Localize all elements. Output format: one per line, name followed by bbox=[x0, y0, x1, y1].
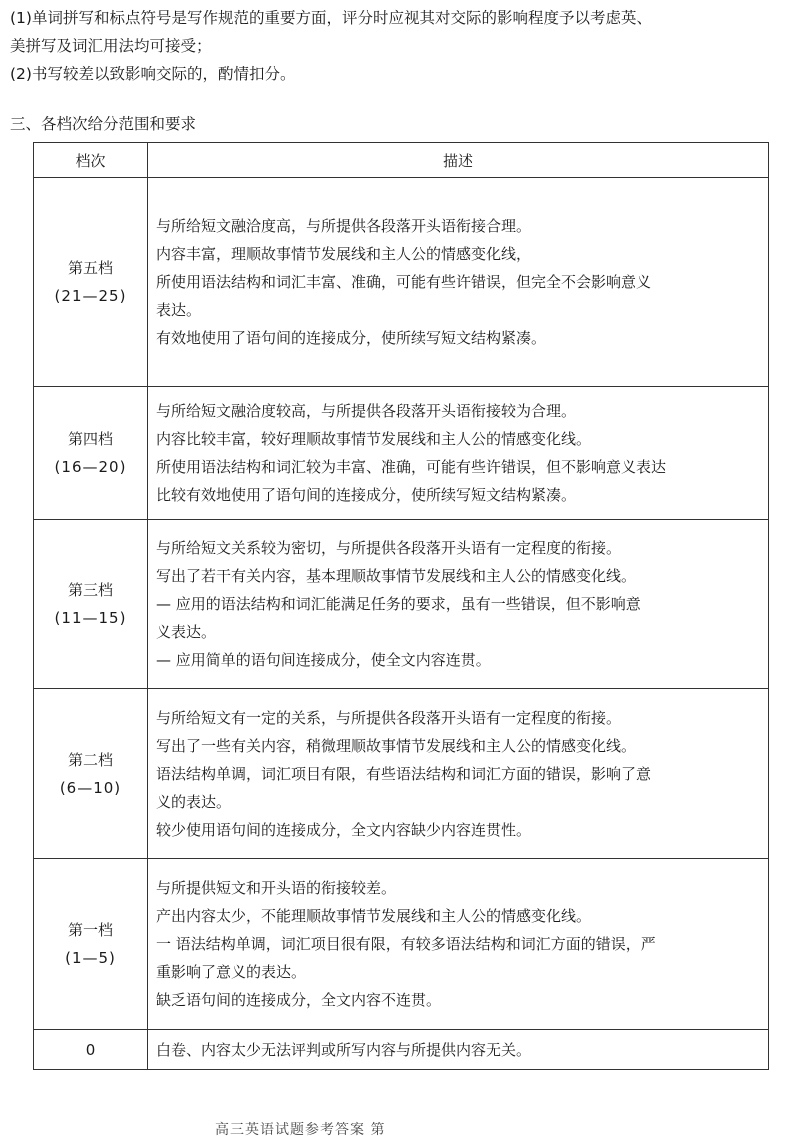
description-line: 语法结构单调，词汇项目有限，有些语法结构和词汇方面的错误，影响了意 bbox=[156, 764, 652, 783]
table-row bbox=[34, 689, 769, 859]
description-line: — 应用的语法结构和词汇能满足任务的要求，虽有一些错误，但不影响意 bbox=[156, 595, 641, 613]
level-name: 第三档 bbox=[67, 581, 113, 599]
grading-table bbox=[33, 142, 769, 1070]
table-row bbox=[34, 178, 769, 387]
intro-line-2: 美拼写及词汇用法均可接受； bbox=[10, 37, 212, 55]
description-line: 与所给短文融洽度高，与所提供各段落开头语衔接合理。 bbox=[156, 217, 532, 235]
level-cell bbox=[34, 387, 148, 520]
intro-line-1: (1)单词拼写和标点符号是写作规范的重要方面，评分时应视其对交际的影响程度予以考虑英、 bbox=[10, 9, 652, 27]
description-line: 比较有效地使用了语句间的连接成分，使所续写短文结构紧凑。 bbox=[156, 486, 577, 504]
description-line: 产出内容太少，不能理顺故事情节发展线和主人公的情感变化线。 bbox=[156, 907, 592, 925]
description-cell bbox=[148, 689, 769, 859]
description-cell bbox=[148, 859, 769, 1030]
description-line: 缺乏语句间的连接成分，全文内容不连贯。 bbox=[156, 991, 442, 1009]
description-line: 与所给短文有一定的关系，与所提供各段落开头语有一定程度的衔接。 bbox=[156, 708, 622, 727]
description-line: 与所提供短文和开头语的衔接较差。 bbox=[156, 879, 397, 897]
description-line: 义的表达。 bbox=[156, 792, 232, 811]
level-cell bbox=[34, 689, 148, 859]
description-line: 有效地使用了语句间的连接成分，使所续写短文结构紧凑。 bbox=[156, 329, 547, 347]
page-footer: 高三英语试题参考答案 第 bbox=[215, 1122, 386, 1138]
level-name: 第四档 bbox=[67, 430, 113, 448]
table-row bbox=[34, 1030, 769, 1070]
section-heading: 三、各档次给分范围和要求 bbox=[10, 115, 197, 133]
intro-line-3: (2)书写较差以致影响交际的，酌情扣分。 bbox=[10, 65, 296, 83]
description-cell bbox=[148, 520, 769, 689]
level-range: (1—5) bbox=[65, 949, 116, 967]
description-cell bbox=[148, 178, 769, 387]
description-line: 较少使用语句间的连接成分，全文内容缺少内容连贯性。 bbox=[156, 820, 532, 839]
description-line: 与所给短文关系较为密切，与所提供各段落开头语有一定程度的衔接。 bbox=[156, 539, 622, 557]
table-header-row bbox=[34, 143, 769, 178]
description-line: 写出了若干有关内容，基本理顺故事情节发展线和主人公的情感变化线。 bbox=[156, 567, 637, 585]
table-row bbox=[34, 859, 769, 1030]
level-name: 第一档 bbox=[67, 921, 113, 939]
description-line: 内容比较丰富，较好理顺故事情节发展线和主人公的情感变化线。 bbox=[156, 430, 592, 448]
level-range: (16—20) bbox=[54, 458, 127, 476]
header-description: 描述 bbox=[148, 143, 769, 178]
level-range: (6—10) bbox=[59, 778, 122, 797]
level-cell bbox=[34, 1030, 148, 1070]
description-line: 写出了一些有关内容，稍微理顺故事情节发展线和主人公的情感变化线。 bbox=[156, 736, 637, 755]
description-line: 一 语法结构单调，词汇项目很有限，有较多语法结构和词汇方面的错误，严 bbox=[156, 935, 656, 953]
description-line: 重影响了意义的表达。 bbox=[156, 963, 307, 981]
level-range: (11—15) bbox=[54, 609, 127, 627]
level-cell bbox=[34, 859, 148, 1030]
description-line: 内容丰富，理顺故事情节发展线和主人公的情感变化线， bbox=[156, 245, 532, 263]
level-name: 第五档 bbox=[67, 259, 113, 277]
header-level: 档次 bbox=[34, 143, 148, 178]
table-row bbox=[34, 520, 769, 689]
level-cell bbox=[34, 178, 148, 387]
description-line: 白卷、内容太少无法评判或所写内容与所提供内容无关。 bbox=[156, 1040, 532, 1059]
description-line: 与所给短文融洽度较高，与所提供各段落开头语衔接较为合理。 bbox=[156, 402, 577, 420]
level-range: (21—25) bbox=[54, 287, 127, 305]
description-line: 所使用语法结构和词汇丰富、准确，可能有些许错误，但完全不会影响意义 bbox=[156, 273, 652, 291]
description-line: 表达。 bbox=[156, 301, 202, 319]
description-cell bbox=[148, 1030, 769, 1070]
intro-notes bbox=[10, 4, 790, 88]
description-line: 所使用语法结构和词汇较为丰富、准确，可能有些许错误，但不影响意义表达 bbox=[156, 458, 667, 476]
level-cell bbox=[34, 520, 148, 689]
level-name: 0 bbox=[85, 1040, 96, 1059]
table-row bbox=[34, 387, 769, 520]
description-line: — 应用简单的语句间连接成分，使全文内容连贯。 bbox=[156, 651, 491, 669]
level-name: 第二档 bbox=[67, 750, 113, 769]
description-cell bbox=[148, 387, 769, 520]
description-line: 义表达。 bbox=[156, 623, 217, 641]
